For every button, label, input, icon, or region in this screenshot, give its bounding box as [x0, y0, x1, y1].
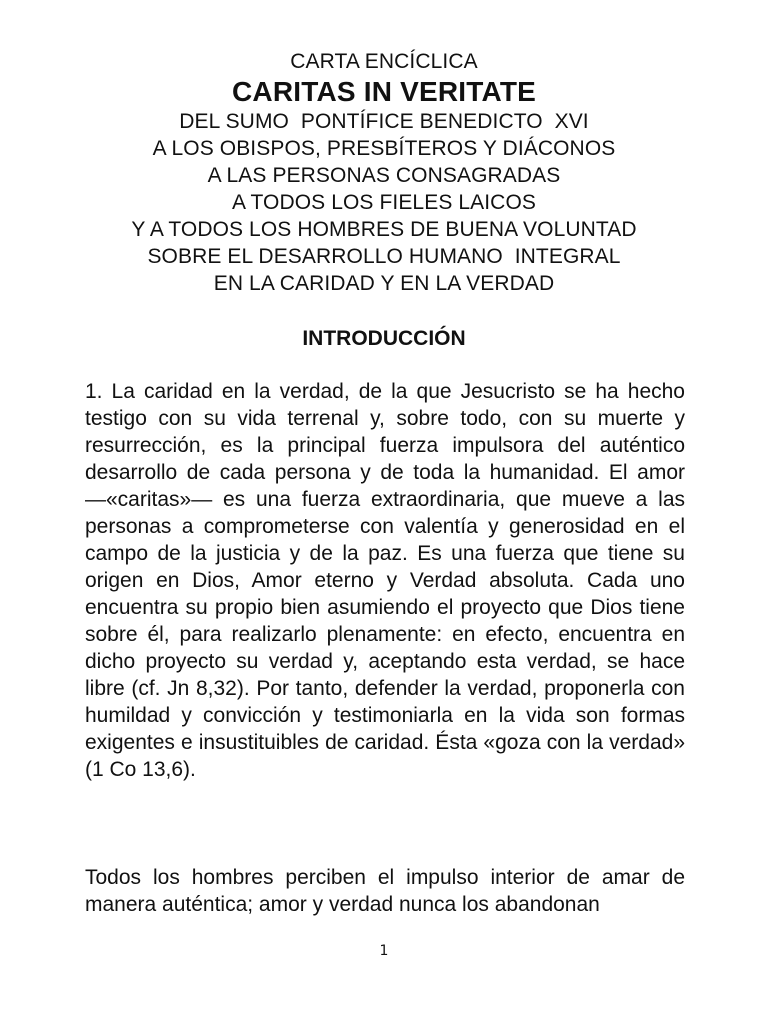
header-line-addressees-all: Y A TODOS LOS HOMBRES DE BUENA VOLUNTAD	[131, 218, 637, 241]
body-paragraph: 1. La caridad en la verdad, de la que Jesucristo se ha hecho testigo con su vida terrenal y, sobre todo, con su muerte y resurrección, es la principal fuerza impulsora del auténtico desarrollo de cada persona y de toda la humanidad. El amor —«caritas»— es una fuerza extraordinaria, que mueve a las personas a comprometerse con valentía y generosidad en el campo de la justicia y de la paz. Es una fuerza que tiene su origen en Dios, Amor eterno y Verdad absoluta. Cada uno encuentra su propio bien asumiendo el proyecto que Dios tiene sobre él, para realizarlo plenamente: en efecto, encuentra en dicho proyecto su verdad y, aceptando esta verdad, se hace libre (cf. Jn 8,32). Por tanto, defender la verdad, proponerla con humildad y convicción y testimoniarla en la vida son formas exigentes e insustituibles de caridad. Ésta «goza con la verdad» (1 Co 13,6).	[85, 380, 685, 781]
encyclical-header	[0, 48, 768, 297]
header-title: CARITAS IN VERITATE	[231, 76, 537, 107]
header-line-addressees-clergy: A LOS OBISPOS, PRESBÍTEROS Y DIÁCONOS	[152, 137, 616, 160]
header-line-author: DEL SUMO PONTÍFICE BENEDICTO XVI	[179, 110, 589, 133]
section-title: INTRODUCCIÓN	[302, 327, 466, 350]
header-line-addressees-laity: A TODOS LOS FIELES LAICOS	[231, 191, 536, 214]
page-number: 1	[379, 943, 389, 959]
header-line-subject: SOBRE EL DESARROLLO HUMANO INTEGRAL	[147, 245, 621, 268]
header-line-addressees-consecrated: A LAS PERSONAS CONSAGRADAS	[207, 164, 561, 187]
header-document-type: CARTA ENCÍCLICA	[290, 50, 478, 73]
body-paragraph: Todos los hombres perciben el impulso interior de amar de manera auténtica; amor y verdad nunca los abandonan	[85, 866, 685, 916]
header-line-subject-continued: EN LA CARIDAD Y EN LA VERDAD	[213, 272, 555, 295]
